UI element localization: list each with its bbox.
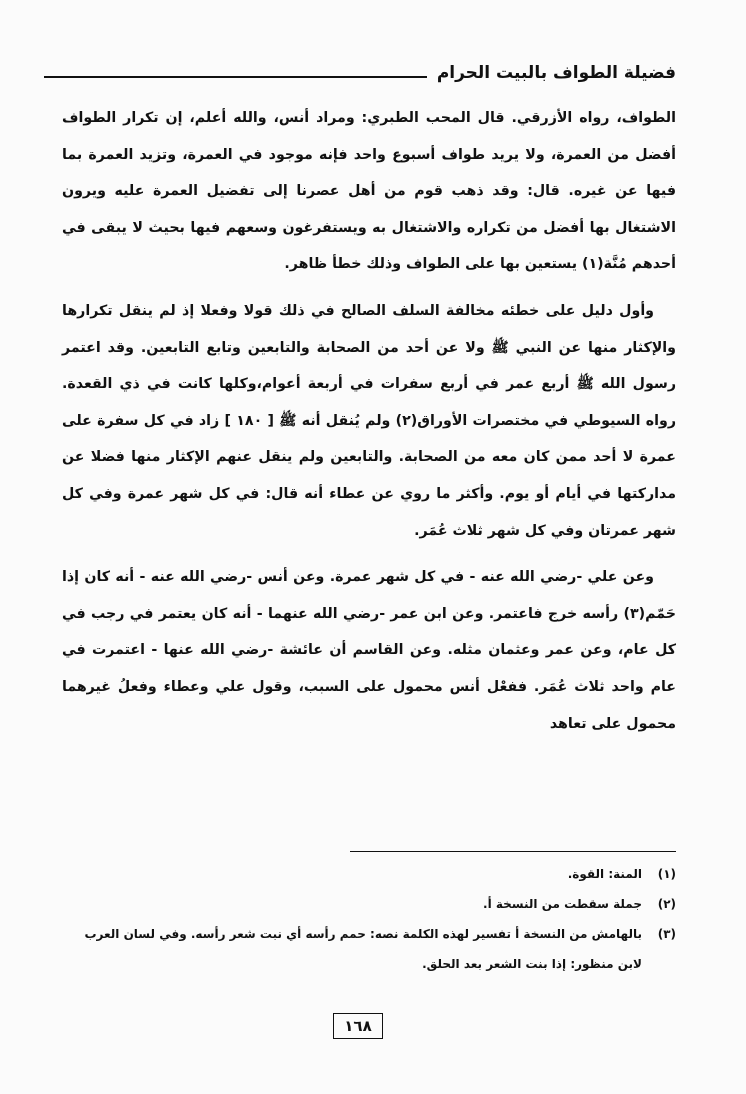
footnote [62,859,676,889]
footnote-number: (١) [657,867,676,881]
running-header [44,52,676,82]
footnote [62,889,676,919]
footnote-text: المنة: القوة. [567,867,642,881]
running-header-title: فضيلة الطواف بالبيت الحرام [436,63,676,83]
footnotes [62,859,676,979]
main-text [62,100,676,752]
footnote [62,919,676,979]
page-number: ١٦٨ [333,1013,383,1039]
paragraph: وعن علي -رضي الله عنه - في كل شهر عمرة. وعن أنس -رضي الله عنه - أنه كان إذا حَمّم(٣) رأسه خرج فاعتمر. وعن ابن عمر -رضي الله عنهما - أنه كان يعتمر في رجب في كل عام، وعن عمر وعثمان مثله. وعن القاسم أن عائشة -رضي الله عنها - اعتمرت في عام واحد ثلاث عُمَر. ففعْل أنس محمول على السبب، وقول علي وعطاء وفعلُ غيرهما محمول على تعاهد [62,569,676,732]
footnote-number: (٢) [657,897,676,911]
header-rule [44,76,427,78]
footnote-text: جملة سقطت من النسخة أ. [483,897,642,911]
footnote-text: بالهامش من النسخة أ تفسير لهذه الكلمة نصه: حمم رأسه أي نبت شعر رأسه. وفي لسان العرب لابن منظور: إذا بنت الشعر بعد الحلق. [84,927,642,971]
footnote-divider [350,851,676,852]
paragraph: وأول دليل على خطئه مخالفة السلف الصالح في ذلك قولا وفعلا إذ لم ينقل تكرارها والإكثار منها عن النبي ﷺ ولا عن أحد من الصحابة والتابعين وتابع التابعين. وقد اعتمر رسول الله ﷺ أربع عمر في أربع سفرات في أربعة أعوام،وكلها كانت في ذي القعدة. رواه السيوطي في مختصرات الأوراق(٢) ولم يُنقل أنه ﷺ [ ١٨٠ ] زاد في كل سفرة على عمرة لا أحد ممن كان معه من الصحابة. والتابعين ولم ينقل عنهم الإكثار منها فضلا عن مداركتها في أيام أو يوم. وأكثر ما روي عن عطاء أنه قال: في كل شهر عمرة وفي كل شهر عمرتان وفي كل شهر ثلاث عُمَر. [62,302,676,539]
paragraph: الطواف، رواه الأزرقي. قال المحب الطبري: ومراد أنس، والله أعلم، إن تكرار الطواف أفضل من العمرة، ولا يريد طواف أسبوع واحد فإنه موجود في العمرة، وتزيد العمرة بما فيها عن غيره. قال: وقد ذهب قوم من أهل عصرنا إلى تفضيل العمرة عليه ويرون الاشتغال بها أفضل من تكراره والاشتغال به ويستفرغون وسعهم فيها بحيث لا يبقى في أحدهم مُنَّة(١) يستعين بها على الطواف وذلك خطأ ظاهر. [62,110,676,273]
footnote-number: (٣) [657,927,676,941]
